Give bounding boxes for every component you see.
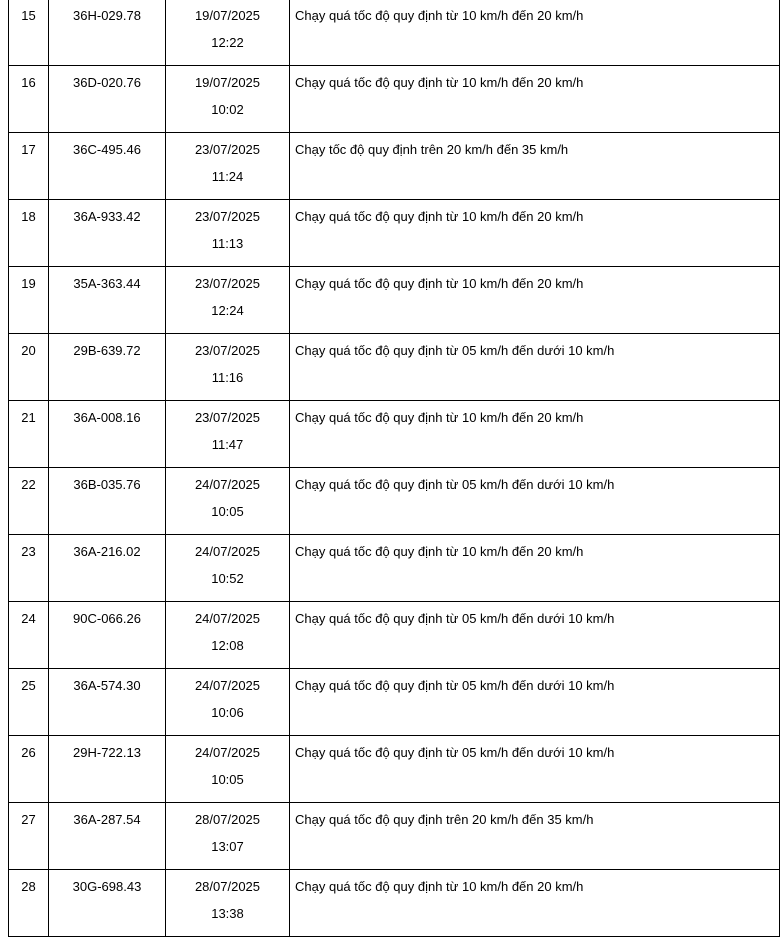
license-plate [49, 401, 166, 468]
violation-description-text: Chạy quá tốc độ quy định từ 05 km/h đến dưới 10 km/h [295, 343, 615, 358]
violation-time: 12:24 [211, 303, 244, 318]
violations-table-body [9, 0, 780, 937]
violation-time: 11:47 [211, 437, 244, 452]
row-number-text: 26 [21, 745, 36, 760]
violations-table [8, 0, 780, 937]
license-plate-text: 36D-020.76 [73, 75, 141, 90]
violation-datetime [166, 602, 290, 669]
row-number-text: 28 [21, 879, 36, 894]
table-row [9, 267, 780, 334]
violation-date: 24/07/2025 [194, 611, 261, 626]
license-plate-text: 36C-495.46 [73, 142, 141, 157]
violation-date: 24/07/2025 [194, 477, 261, 492]
violation-time: 12:08 [211, 638, 244, 653]
violation-description [290, 133, 780, 200]
row-number [9, 133, 49, 200]
violation-description-text: Chạy quá tốc độ quy định từ 05 km/h đến dưới 10 km/h [295, 611, 615, 626]
table-row [9, 0, 780, 66]
row-number-text: 23 [21, 544, 36, 559]
row-number [9, 535, 49, 602]
table-row [9, 66, 780, 133]
table-row [9, 133, 780, 200]
violation-datetime [166, 736, 290, 803]
violation-date: 28/07/2025 [194, 879, 261, 894]
row-number-text: 22 [21, 477, 36, 492]
violation-datetime [166, 401, 290, 468]
license-plate-text: 30G-698.43 [72, 879, 142, 894]
license-plate [49, 803, 166, 870]
violation-time: 13:07 [211, 839, 244, 854]
row-number-text: 24 [21, 611, 36, 626]
license-plate-text: 90C-066.26 [73, 611, 141, 626]
violation-description-text: Chạy quá tốc độ quy định từ 05 km/h đến dưới 10 km/h [295, 477, 615, 492]
violation-description [290, 602, 780, 669]
violation-datetime [166, 200, 290, 267]
license-plate [49, 602, 166, 669]
row-number-text: 16 [21, 75, 36, 90]
row-number [9, 0, 49, 66]
violation-time: 11:13 [211, 236, 244, 251]
table-row [9, 401, 780, 468]
license-plate [49, 535, 166, 602]
violation-datetime [166, 334, 290, 401]
violation-description-text: Chạy quá tốc độ quy định từ 10 km/h đến 20 km/h [295, 75, 584, 90]
violation-description-text: Chạy quá tốc độ quy định từ 10 km/h đến 20 km/h [295, 8, 584, 23]
row-number [9, 200, 49, 267]
violation-description [290, 200, 780, 267]
row-number-text: 18 [21, 209, 36, 224]
row-number [9, 803, 49, 870]
violation-datetime [166, 133, 290, 200]
violation-description [290, 669, 780, 736]
violation-datetime [166, 803, 290, 870]
table-row [9, 602, 780, 669]
license-plate-text: 35A-363.44 [73, 276, 141, 291]
table-row [9, 669, 780, 736]
license-plate [49, 870, 166, 937]
row-number [9, 334, 49, 401]
violation-description [290, 803, 780, 870]
violation-description-text: Chạy quá tốc độ quy định từ 05 km/h đến dưới 10 km/h [295, 745, 615, 760]
violation-datetime [166, 669, 290, 736]
license-plate [49, 267, 166, 334]
violation-date: 23/07/2025 [194, 343, 261, 358]
license-plate-text: 36A-574.30 [73, 678, 141, 693]
license-plate [49, 736, 166, 803]
license-plate-text: 36A-008.16 [73, 410, 141, 425]
violation-time: 12:22 [211, 35, 244, 50]
row-number [9, 736, 49, 803]
table-row [9, 736, 780, 803]
violation-description [290, 535, 780, 602]
violation-datetime [166, 870, 290, 937]
license-plate [49, 468, 166, 535]
violation-description [290, 334, 780, 401]
license-plate-text: 29B-639.72 [73, 343, 141, 358]
license-plate-text: 36B-035.76 [73, 477, 141, 492]
violation-description [290, 468, 780, 535]
row-number [9, 669, 49, 736]
row-number-text: 17 [21, 142, 36, 157]
license-plate-text: 36A-933.42 [73, 209, 141, 224]
license-plate-text: 36A-287.54 [73, 812, 141, 827]
violation-time: 11:16 [211, 370, 244, 385]
violation-description [290, 267, 780, 334]
row-number [9, 66, 49, 133]
violation-date: 23/07/2025 [194, 276, 261, 291]
violation-date: 24/07/2025 [194, 678, 261, 693]
license-plate [49, 200, 166, 267]
license-plate-text: 36A-216.02 [73, 544, 141, 559]
violation-date: 19/07/2025 [194, 8, 261, 23]
license-plate [49, 334, 166, 401]
violation-date: 23/07/2025 [194, 209, 261, 224]
row-number [9, 870, 49, 937]
license-plate-text: 29H-722.13 [73, 745, 141, 760]
violation-description [290, 0, 780, 66]
row-number [9, 401, 49, 468]
violation-time: 10:02 [211, 102, 244, 117]
violation-time: 11:24 [211, 169, 244, 184]
violation-description [290, 401, 780, 468]
violation-description [290, 870, 780, 937]
violation-time: 10:05 [211, 504, 244, 519]
violation-description-text: Chạy quá tốc độ quy định từ 10 km/h đến 20 km/h [295, 410, 584, 425]
violation-time: 10:52 [211, 571, 244, 586]
violation-datetime [166, 267, 290, 334]
license-plate [49, 0, 166, 66]
violation-description-text: Chạy quá tốc độ quy định từ 10 km/h đến 20 km/h [295, 879, 584, 894]
table-row [9, 468, 780, 535]
row-number-text: 15 [21, 8, 36, 23]
row-number-text: 27 [21, 812, 36, 827]
violation-date: 23/07/2025 [194, 410, 261, 425]
violation-date: 24/07/2025 [194, 544, 261, 559]
row-number-text: 25 [21, 678, 36, 693]
row-number [9, 267, 49, 334]
row-number-text: 21 [21, 410, 36, 425]
table-row [9, 535, 780, 602]
violation-description-text: Chạy quá tốc độ quy định từ 10 km/h đến 20 km/h [295, 209, 584, 224]
violation-description [290, 66, 780, 133]
violation-description-text: Chạy tốc độ quy định trên 20 km/h đến 35 km/h [295, 142, 569, 157]
violation-datetime [166, 66, 290, 133]
violation-description-text: Chạy quá tốc độ quy định từ 10 km/h đến 20 km/h [295, 544, 584, 559]
violation-datetime [166, 0, 290, 66]
violation-time: 13:38 [211, 906, 244, 921]
license-plate-text: 36H-029.78 [73, 8, 141, 23]
violation-time: 10:05 [211, 772, 244, 787]
row-number-text: 19 [21, 276, 36, 291]
table-row [9, 870, 780, 937]
violation-time: 10:06 [211, 705, 244, 720]
violation-date: 19/07/2025 [194, 75, 261, 90]
violation-description-text: Chạy quá tốc độ quy định trên 20 km/h đến 35 km/h [295, 812, 594, 827]
violation-date: 23/07/2025 [194, 142, 261, 157]
license-plate [49, 66, 166, 133]
violation-date: 28/07/2025 [194, 812, 261, 827]
table-row [9, 334, 780, 401]
violation-datetime [166, 535, 290, 602]
violation-datetime [166, 468, 290, 535]
violation-description-text: Chạy quá tốc độ quy định từ 05 km/h đến dưới 10 km/h [295, 678, 615, 693]
row-number-text: 20 [21, 343, 36, 358]
row-number [9, 468, 49, 535]
table-row [9, 803, 780, 870]
row-number [9, 602, 49, 669]
license-plate [49, 133, 166, 200]
violation-date: 24/07/2025 [194, 745, 261, 760]
violations-table-container [8, 0, 779, 921]
violation-description [290, 736, 780, 803]
table-row [9, 200, 780, 267]
license-plate [49, 669, 166, 736]
violation-description-text: Chạy quá tốc độ quy định từ 10 km/h đến 20 km/h [295, 276, 584, 291]
